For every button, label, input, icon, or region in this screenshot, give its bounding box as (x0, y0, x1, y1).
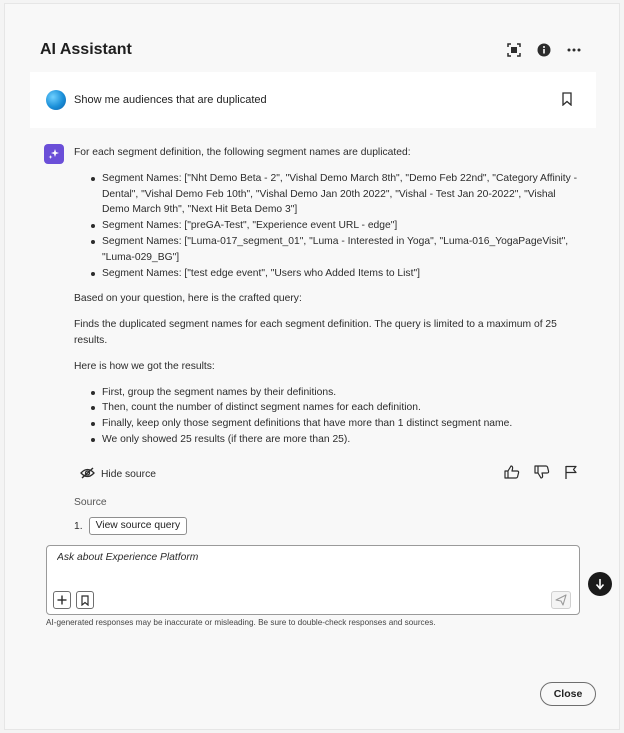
steps-list (74, 385, 578, 448)
hide-source-button[interactable] (80, 467, 156, 482)
flag-icon[interactable] (564, 465, 578, 484)
list-item: Segment Names: ["Luma-017_segment_01", "Luma - Interested in Yoga", "Luma-016_YogaPageVisit", "Luma-029_BG"] (74, 234, 578, 266)
add-button[interactable] (53, 591, 71, 609)
ai-sparkle-icon (44, 144, 64, 164)
segment-list (74, 171, 578, 282)
header-actions (506, 42, 582, 58)
panel-header (40, 36, 584, 64)
send-icon (555, 594, 567, 606)
thumbs-down-icon[interactable] (534, 465, 550, 484)
user-avatar (46, 90, 66, 110)
disclaimer-text: AI-generated responses may be inaccurate or misleading. Be sure to double-check responses and sources. (46, 618, 436, 627)
scroll-down-button[interactable] (588, 572, 612, 596)
send-button[interactable] (551, 591, 571, 609)
list-item: Then, count the number of distinct segment names for each definition. (74, 400, 578, 416)
chat-input[interactable] (57, 552, 537, 563)
list-item: We only showed 25 results (if there are more than 25). (74, 432, 578, 448)
more-icon[interactable] (566, 42, 582, 58)
response-intro: For each segment definition, the following segment names are duplicated: (74, 147, 411, 158)
plus-icon (57, 595, 67, 605)
query-description: Finds the duplicated segment names for each segment definition. The query is limited to a maximum of 25 results. (74, 319, 557, 346)
panel-title: AI Assistant (40, 41, 132, 58)
close-button[interactable]: Close (540, 682, 596, 706)
expand-icon[interactable] (506, 42, 522, 58)
feedback-actions (504, 465, 578, 484)
list-item: Segment Names: ["Nht Demo Beta - 2", "Vishal Demo March 8th", "Demo Feb 22nd", "Category Affinity - Dental", "Vishal Demo Feb 10th", "Vishal Demo Jan 20th 2022", "Vishal - Test Jan 20-2022", "Vishal Demo March 9th", "Next Hit Beta Demo 3"] (74, 171, 578, 218)
info-icon[interactable] (536, 42, 552, 58)
view-source-query-button[interactable]: View source query (89, 517, 188, 535)
saved-prompts-button[interactable] (76, 591, 94, 609)
list-item: Segment Names: ["test edge event", "Users who Added Items to List"] (74, 266, 578, 282)
user-message-text: Show me audiences that are duplicated (74, 94, 267, 106)
hide-source-label: Hide source (101, 468, 156, 480)
list-item: Segment Names: ["preGA-Test", "Experience event URL - edge"] (74, 218, 578, 234)
ai-response-content (74, 145, 578, 458)
source-item-number: 1. (74, 520, 83, 532)
bookmark-icon (81, 595, 89, 606)
list-item: Finally, keep only those segment definitions that have more than 1 distinct segment name. (74, 416, 578, 432)
list-item: First, group the segment names by their definitions. (74, 385, 578, 401)
query-intro: Based on your question, here is the crafted query: (74, 293, 302, 305)
bookmark-icon[interactable] (562, 92, 572, 111)
arrow-down-icon (595, 578, 605, 590)
source-label: Source (74, 497, 107, 508)
source-item (74, 517, 187, 535)
response-actions (80, 464, 578, 484)
thumbs-up-icon[interactable] (504, 465, 520, 484)
user-message (30, 72, 596, 128)
eye-off-icon (80, 467, 95, 482)
how-intro: Here is how we got the results: (74, 360, 215, 372)
chat-composer (46, 545, 580, 615)
